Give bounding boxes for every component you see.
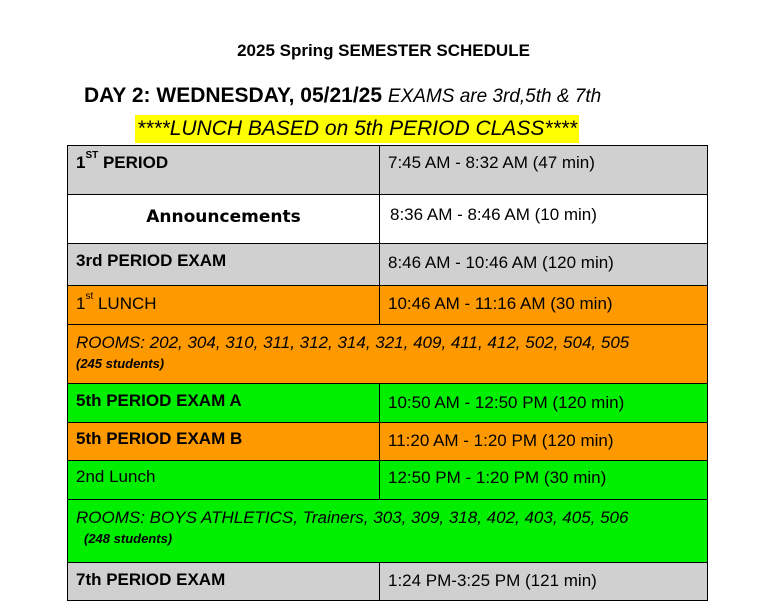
row-first-lunch xyxy=(68,286,708,325)
row-first-period xyxy=(68,146,708,195)
seventh-exam-label: 7th PERIOD EXAM xyxy=(68,563,380,601)
seventh-exam-time: 1:24 PM-3:25 PM (121 min) xyxy=(380,563,708,601)
third-exam-label: 3rd PERIOD EXAM xyxy=(68,244,380,286)
first-lunch-time: 10:46 AM - 11:16 AM (30 min) xyxy=(380,286,708,325)
page-title: 2025 Spring SEMESTER SCHEDULE xyxy=(237,41,530,60)
third-exam-time: 8:46 AM - 10:46 AM (120 min) xyxy=(380,244,708,286)
schedule-table xyxy=(67,145,708,601)
announcements-label: Announcements xyxy=(68,195,380,244)
rooms-second-lunch-list: ROOMS: BOYS ATHLETICS, Trainers, 303, 309, 318, 402, 403, 405, 506 xyxy=(76,508,629,527)
fifth-exam-b-time: 11:20 AM - 1:20 PM (120 min) xyxy=(380,423,708,461)
rooms-second-lunch xyxy=(68,500,708,563)
rooms-first-lunch xyxy=(68,325,708,384)
first-period-label: 1ST PERIOD xyxy=(68,146,380,195)
fifth-exam-a-label: 5th PERIOD EXAM A xyxy=(68,384,380,423)
fifth-exam-a-time: 10:50 AM - 12:50 PM (120 min) xyxy=(380,384,708,423)
announcements-time: 8:36 AM - 8:46 AM (10 min) xyxy=(380,195,708,244)
row-rooms-second-lunch xyxy=(68,500,708,563)
row-fifth-exam-a xyxy=(68,384,708,423)
row-fifth-exam-b xyxy=(68,423,708,461)
first-period-time: 7:45 AM - 8:32 AM (47 min) xyxy=(380,146,708,195)
day-heading: DAY 2: WEDNESDAY, 05/21/25 xyxy=(84,84,383,107)
second-lunch-label: 2nd Lunch xyxy=(68,461,380,500)
row-second-lunch xyxy=(68,461,708,500)
rooms-second-lunch-count: (248 students) xyxy=(84,531,173,546)
fifth-exam-b-label: 5th PERIOD EXAM B xyxy=(68,423,380,461)
day-line xyxy=(84,84,601,108)
row-third-exam xyxy=(68,244,708,286)
second-lunch-time: 12:50 PM - 1:20 PM (30 min) xyxy=(380,461,708,500)
lunch-note: ****LUNCH BASED on 5th PERIOD CLASS**** xyxy=(135,115,579,143)
row-rooms-first-lunch xyxy=(68,325,708,384)
rooms-first-lunch-list: ROOMS: 202, 304, 310, 311, 312, 314, 321, 409, 411, 412, 502, 504, 505 xyxy=(76,333,630,352)
row-seventh-exam xyxy=(68,563,708,601)
rooms-first-lunch-count: (245 students) xyxy=(76,356,165,371)
exams-note: EXAMS are 3rd,5th & 7th xyxy=(387,86,602,107)
first-lunch-label: 1st LUNCH xyxy=(68,286,380,325)
row-announcements xyxy=(68,195,708,244)
